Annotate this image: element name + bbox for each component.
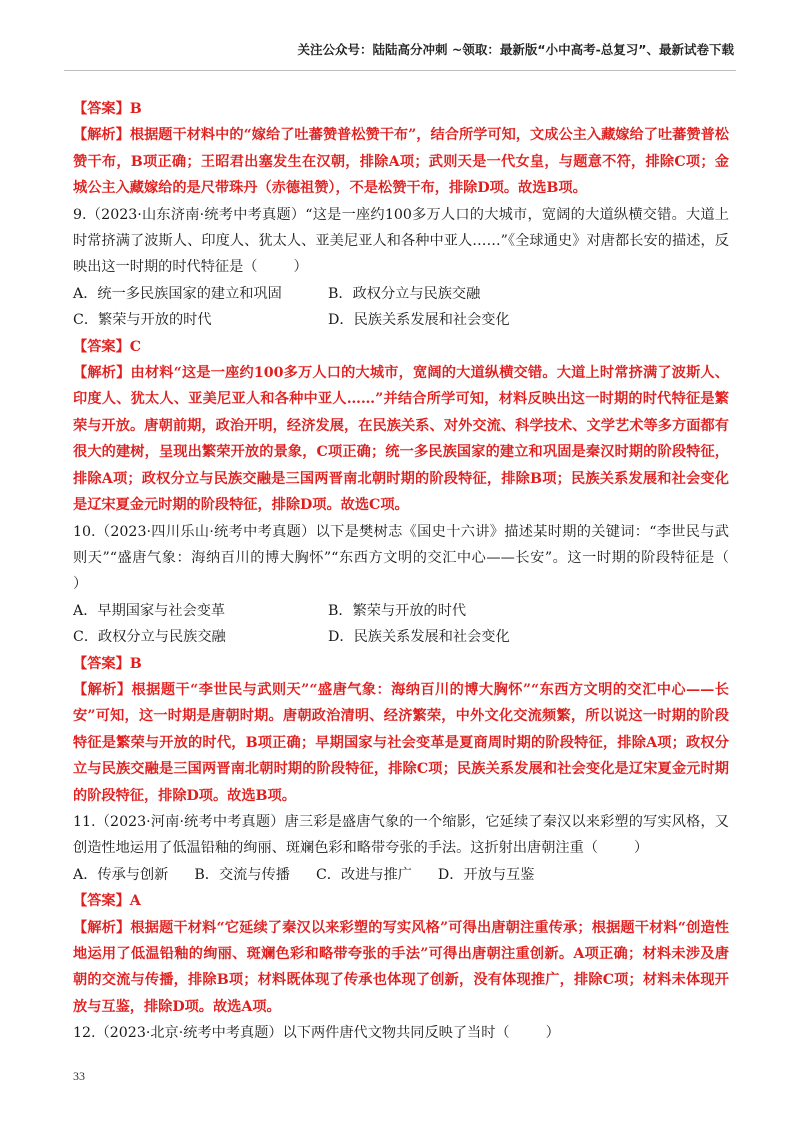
q9-options — [73, 281, 729, 334]
q11-analysis: 【解析】根据题干材料“它延续了秦汉以来彩塑的写实风格”可得出唐朝注重传承；根据题干材料“创造性地运用了低温铅釉的绚丽、斑斓色彩和略带夸张的手法”可得出唐朝注重创新。A项正确；材料未涉及唐朝的交流与传播，排除B项；材料既体现了传承也体现了创新，没有体现推广，排除C项；材料未体现开放与互鉴，排除D项。故选A项。 — [73, 919, 729, 1015]
q11-options — [73, 862, 729, 888]
q11-option-d: D．开放与互鉴 — [437, 866, 535, 883]
q10-question: 10.（2023·四川乐山·统考中考真题）以下是樊树志《国史十六讲》描述某时期的关键词：“李世民与武则天”“盛唐气象：海纳百川的博大胸怀”“东西方文明的交汇中心——长安”。这一时期的阶段特征是（ ） — [73, 523, 766, 593]
page-number: 33 — [73, 1069, 85, 1083]
q10-options — [73, 598, 729, 651]
q9-analysis: 【解析】由材料“这是一座约100多万人口的大城市，宽阔的大道纵横交错。大道上时常挤满了波斯人、印度人、犹太人、亚美尼亚人和各种中亚人……”并结合所学可知，材料反映出这一时期的时代特征是繁荣与开放。唐朝前期，政治开明，经济发展，在民族关系、对外交流、科学技术、文学艺术等多方面都有很大的建树，呈现出繁荣开放的景象，C项正确；统一多民族国家的建立和巩固是秦汉时期的阶段特征，排除A项；政权分立与民族交融是三国两晋南北朝时期的阶段特征，排除B项；民族关系发展和社会变化是辽宋夏金元时期的阶段特征，排除D项。故选C项。 — [73, 365, 729, 514]
q9-option-c: C．繁荣与开放的时代 — [73, 312, 212, 329]
header-divider — [64, 70, 736, 71]
q11-option-b: B．交流与传播 — [194, 866, 290, 883]
q9-option-b: B．政权分立与民族交融 — [328, 285, 481, 302]
q10-option-c: C．政权分立与民族交融 — [73, 629, 226, 646]
q9-option-a: A．统一多民族国家的建立和巩固 — [73, 285, 282, 302]
page-header: 关注公众号：陆陆高分冲刺 ~领取：最新版“小中高考-总复习”、最新试卷下载 — [297, 42, 734, 57]
q11-option-a: A．传承与创新 — [73, 866, 169, 883]
q10-option-d: D．民族关系发展和社会变化 — [328, 629, 510, 646]
q12-question: 12.（2023·北京·统考中考真题）以下两件唐代文物共同反映了当时（ ） — [73, 1025, 560, 1042]
q11-answer: 【答案】A — [73, 893, 141, 910]
q11-option-c: C．改进与推广 — [315, 866, 412, 883]
q8-analysis: 【解析】根据题干材料中的“嫁给了吐蕃赞普松赞干布”，结合所学可知，文成公主入藏嫁给了吐蕃赞普松赞干布，B项正确；王昭君出塞发生在汉朝，排除A项；武则天是一代女皇，与题意不符，排除C项；金城公主入藏嫁给的是尺带珠丹（赤德祖赞），不是松赞干布，排除D项。故选B项。 — [73, 127, 729, 197]
q10-option-a: A．早期国家与社会变革 — [73, 602, 226, 619]
q10-option-b: B．繁荣与开放的时代 — [328, 602, 467, 619]
page-content — [73, 96, 766, 1047]
q8-answer: 【答案】B — [73, 101, 142, 117]
q9-question: 9.（2023·山东济南·统考中考真题）“这是一座约100多万人口的大城市，宽阔的大道纵横交错。大道上时常挤满了波斯人、印度人、犹太人、亚美尼亚人和各种中亚人……”《全球通史》对唐都长安的描述，反映出这一时期的时代特征是（ ） — [73, 206, 729, 276]
q11-question: 11.（2023·河南·统考中考真题）唐三彩是盛唐气象的一个缩影，它延续了秦汉以来彩塑的写实风格，又创造性地运用了低温铅釉的绚丽、斑斓色彩和略带夸张的手法。这折射出唐朝注重（ ） — [73, 813, 729, 857]
q9-answer: 【答案】C — [73, 338, 142, 355]
q10-analysis: 【解析】根据题干“李世民与武则天”“盛唐气象：海纳百川的博大胸怀”“东西方文明的交汇中心——长安”可知，这一时期是唐朝时期。唐朝政治清明、经济繁荣，中外文化交流频繁，所以说这一时期的阶段特征是繁荣与开放的时代，B项正确；早期国家与社会变革是夏商周时期的阶段特征，排除A项；政权分立与民族交融是三国两晋南北朝时期的阶段特征，排除C项；民族关系发展和社会变化是辽宋夏金元时期的阶段特征，排除D项。故选B项。 — [73, 681, 729, 804]
q10-answer: 【答案】B — [73, 655, 142, 672]
q9-option-d: D．民族关系发展和社会变化 — [328, 312, 510, 329]
